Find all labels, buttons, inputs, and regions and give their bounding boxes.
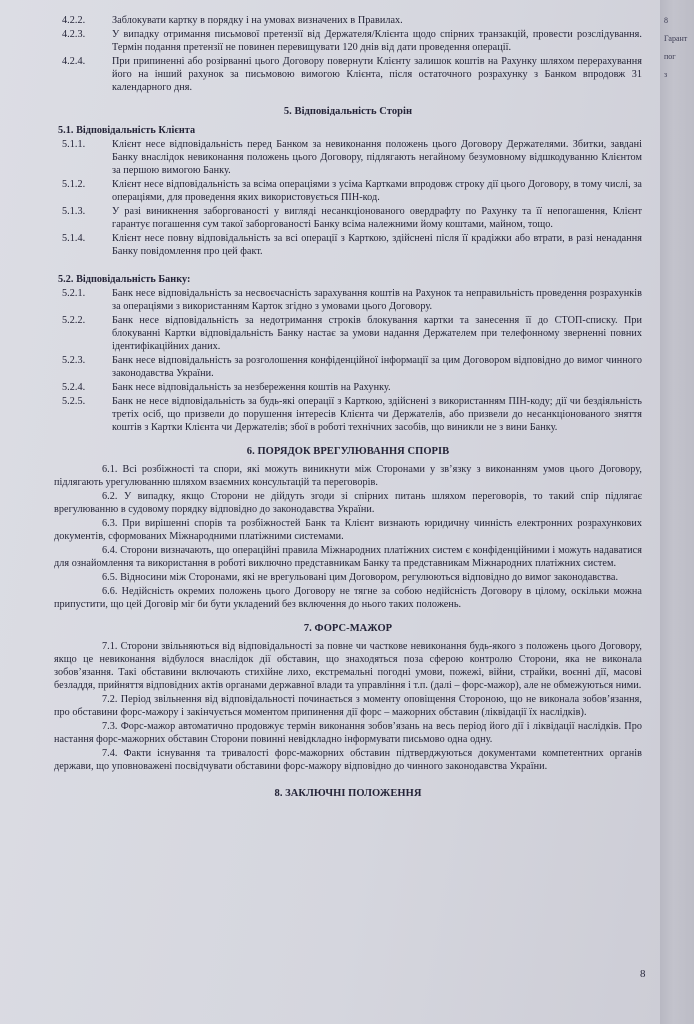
section-5-title: 5. Відповідальність Сторін bbox=[283, 106, 413, 117]
section-7-title: 7. ФОРС-МАЖОР bbox=[303, 623, 393, 634]
next-page-edge bbox=[660, 0, 694, 1024]
clause-text: У разі виникнення заборгованості у вигляді несанкціонованого овердрафту по Рахунку та її непогашення, Клієнт гарантує погашення сум такої заборгованості Банку всіма належними йому коштами, майном, тощо. bbox=[112, 206, 642, 230]
paragraph-7-1: 7.1. Сторони звільняються від відповідальності за повне чи часткове невиконання будь-якого з положень цього Договору, якщо це невиконання відбулося внаслідок дії обставин, що знаходяться поза сферою контролю Сторони, яка не виконала зобов’язання. Такі обставини включають стихійне лихо, екстремальні погодні умови, пожежі, війни, страйки, воєнні дії, масові безладдя, прийняття відповідних актів органами державної влади та управління і т.п. (далі – форс-мажор), але не обмежуються ними. bbox=[54, 641, 642, 691]
clause-text: Банк несе відповідальність за недотримання строків блокування картки та занесення її до СТОП-списку. При блокуванні Картки відповідальність Банку настає за умови надання Держателем при телефонному зверненні повних ідентифікаційних даних. bbox=[112, 315, 642, 352]
clause-number: 5.1.4. bbox=[62, 233, 86, 244]
top-items bbox=[54, 14, 642, 94]
clause-number: 4.2.3. bbox=[62, 29, 86, 40]
section-5-1-title: 5.1. Відповідальність Клієнта bbox=[58, 125, 196, 136]
clause-number: 4.2.4. bbox=[62, 56, 86, 67]
section-8-title: 8. ЗАКЛЮЧНІ ПОЛОЖЕННЯ bbox=[274, 788, 422, 799]
page-number: 8 bbox=[640, 968, 646, 980]
paragraph-6-6: 6.6. Недійсність окремих положень цього Договору не тягне за собою недійсність Договору в цілому, оскільки можна припустити, що цей Договір міг би бути укладений без включення до нього таких положень. bbox=[54, 586, 642, 610]
clause-text: Клієнт несе відповідальність перед Банком за невиконання положень цього Договору Держателями. Збитки, завдані Банку внаслідок невиконання положень цього Договору, підлягають негайному безумовному відшкодуванню Клієнтом за першою вимогою Банку. bbox=[112, 139, 642, 176]
paragraph-7-2: 7.2. Період звільнення від відповідальності починається з моменту оповіщення Стороною, що не виконала зобов’язання, про обставини форс-мажору і закінчується моментом припинення дії форс – мажорних обставин (ліквідації їх наслідків). bbox=[54, 694, 642, 718]
spacer bbox=[54, 259, 642, 267]
paragraph-6-3: 6.3. При вирішенні спорів та розбіжностей Банк та Клієнт визнають юридичну чинність електронних розрахункових документів, сформованих Міжнародними платіжними системами. bbox=[54, 518, 642, 542]
clause-4-2-3 bbox=[54, 28, 642, 54]
edge-fragment: пог bbox=[664, 52, 676, 61]
clause-text: Клієнт несе повну відповідальність за всі операції з Карткою, здійснені після її крадіжки або втрати, в разі ненадання Банку повідомлення про цей факт. bbox=[112, 233, 642, 257]
clause-text: При припиненні або розірванні цього Договору повернути Клієнту залишок коштів на Рахунку шляхом перерахування його на інший рахунок за письмовою вимогою Клієнта, після остаточного розрахунку з Банком впродовж 31 календарного дня. bbox=[112, 56, 642, 93]
clause-number: 5.1.3. bbox=[62, 206, 86, 217]
clause-number: 5.2.5. bbox=[62, 396, 86, 407]
clause-text: Заблокувати картку в порядку і на умовах визначених в Правилах. bbox=[112, 15, 403, 26]
clause-text: У випадку отримання письмової претензії від Держателя/Клієнта щодо спірних транзакцій, провести розслідування. Термін подання претензії не повинен перевищувати 120 днів від дати проведення операції. bbox=[112, 29, 642, 53]
section-5-2-title: 5.2. Відповідальність Банку: bbox=[58, 274, 191, 285]
clause-5-2-2 bbox=[54, 314, 642, 353]
clause-5-1-1 bbox=[54, 138, 642, 177]
clause-4-2-2 bbox=[54, 14, 642, 27]
clause-number: 5.2.3. bbox=[62, 355, 86, 366]
clause-5-1-2 bbox=[54, 178, 642, 204]
edge-fragment: з bbox=[664, 70, 668, 79]
paragraph-7-4: 7.4. Факти існування та тривалості форс-мажорних обставин підтверджуються документами компетентних органів держави, що уповноважені посвідчувати обставини форс-мажору відповідно до чинного законодавства України. bbox=[54, 748, 642, 772]
clause-5-2-3 bbox=[54, 354, 642, 380]
clause-4-2-4 bbox=[54, 55, 642, 94]
clause-number: 5.2.2. bbox=[62, 315, 86, 326]
clause-5-1-3 bbox=[54, 205, 642, 231]
clause-text: Банк несе відповідальність за незбереження коштів на Рахунку. bbox=[112, 382, 391, 393]
clause-text: Банк не несе відповідальність за будь-які операції з Карткою, здійснені з використанням ПІН-коду; дії чи бездіяльність третіх осіб, що призвели до порушення інтересів Клієнта чи Держателів, або призвели до несанкціонованого зняття коштів з Картки Клієнта чи Держателів; збої в роботі технічних засобів, що виникли не з вини Банку. bbox=[112, 396, 642, 433]
section-6-title: 6. ПОРЯДОК ВРЕГУЛЮВАННЯ СПОРІВ bbox=[246, 446, 450, 457]
clause-number: 5.1.1. bbox=[62, 139, 86, 150]
paragraph-6-4: 6.4. Сторони визначають, що операційні правила Міжнародних платіжних систем є конфіденційними і можуть надаватися для ознайомлення та використання в роботі виключно представникам Банку та представникам Міжнародних платіжних систем. bbox=[54, 545, 642, 569]
next-page-edge-text bbox=[664, 12, 690, 84]
clause-number: 5.1.2. bbox=[62, 179, 86, 190]
paragraph-6-2: 6.2. У випадку, якщо Сторони не дійдуть згоди зі спірних питань шляхом переговорів, то такий спір підлягає врегулюванню в судовому порядку відповідно до законодавства України. bbox=[54, 491, 642, 515]
paragraph-6-5: 6.5. Відносини між Сторонами, які не врегульовані цим Договором, регулюються відповідно до вимог законодавства. bbox=[102, 572, 619, 583]
edge-fragment: 8 bbox=[664, 16, 668, 25]
clause-text: Банк несе відповідальність за розголошення конфіденційної інформації за цим Договором відповідно до вимог чинного законодавства України. bbox=[112, 355, 642, 379]
clause-number: 5.2.4. bbox=[62, 382, 86, 393]
clause-5-2-4 bbox=[54, 381, 642, 394]
document-body bbox=[54, 14, 642, 805]
clause-5-2-5 bbox=[54, 395, 642, 434]
edge-fragment: Гарант bbox=[664, 34, 688, 43]
clause-5-2-1 bbox=[54, 287, 642, 313]
clause-text: Клієнт несе відповідальність за всіма операціями з усіма Картками впродовж строку дії цього Договору, в тому числі, за операціями, для проведення яких використовується ПІН-код. bbox=[112, 179, 642, 203]
clause-number: 5.2.1. bbox=[62, 288, 86, 299]
clause-text: Банк несе відповідальність за несвоєчасність зарахування коштів на Рахунок та неправильність проведення розрахунків за операціями з використанням Карток згідно з умовами цього Договору. bbox=[112, 288, 642, 312]
clause-5-1-4 bbox=[54, 232, 642, 258]
paragraph-7-3: 7.3. Форс-мажор автоматично продовжує термін виконання зобов’язань на весь період його дії і ліквідації наслідків. Про настання форс-мажорних обставин Сторони повинні невідкладно інформувати письмово одна одну. bbox=[54, 721, 642, 745]
paragraph-6-1: 6.1. Всі розбіжності та спори, які можуть виникнути між Сторонами у зв’язку з виконанням умов цього Договору, підлягають урегулюванню шляхом взаємних консультацій та переговорів. bbox=[54, 464, 642, 488]
clause-number: 4.2.2. bbox=[62, 15, 86, 26]
